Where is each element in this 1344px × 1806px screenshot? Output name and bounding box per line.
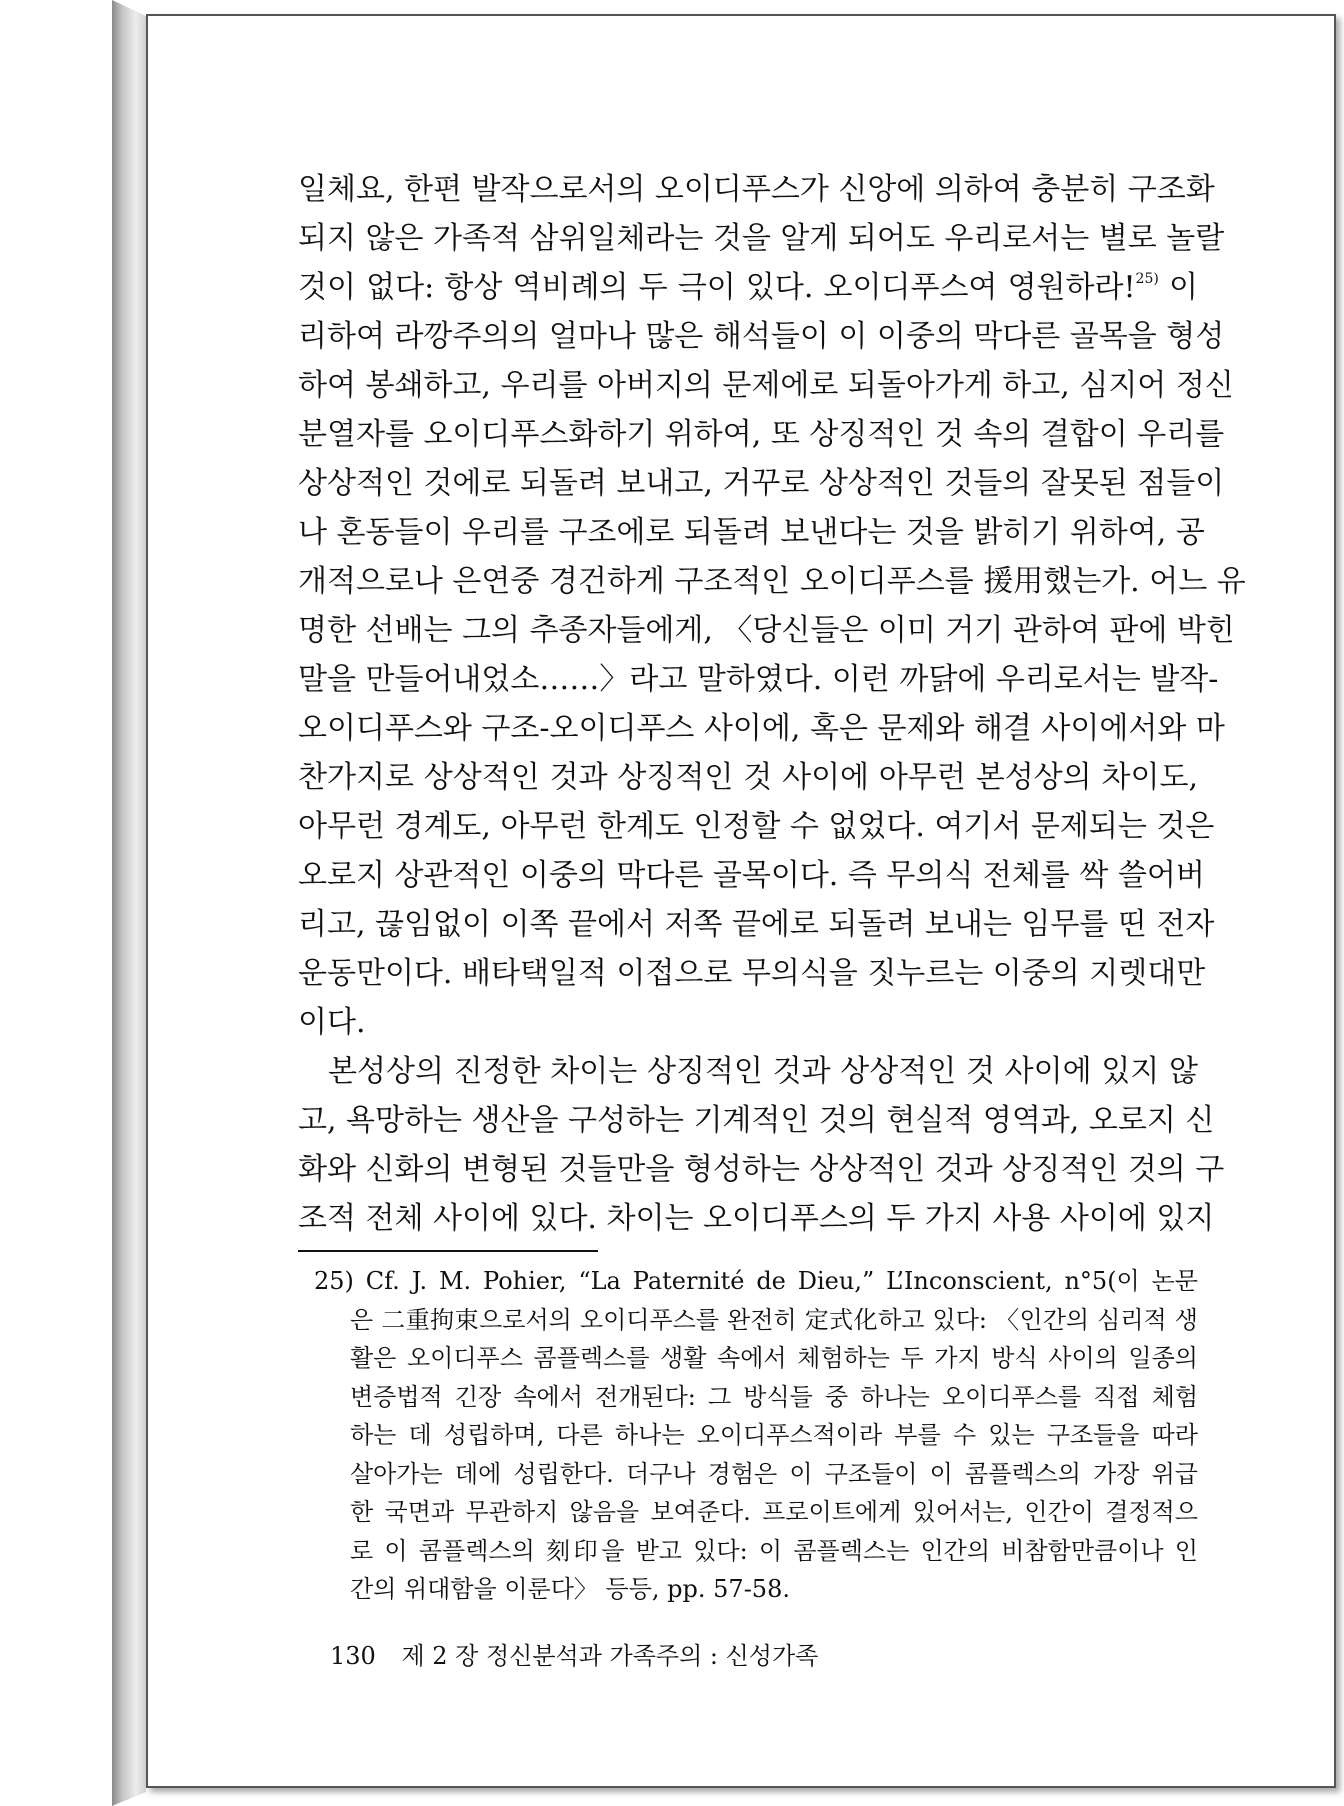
footnote-line: 은 二重拘束으로서의 오이디푸스를 완전히 定式化하고 있다: 〈인간의 심리적 생 bbox=[350, 1305, 1198, 1334]
book-spine bbox=[112, 0, 146, 1806]
footnote bbox=[314, 1262, 1198, 1609]
text-line-tail: 이 bbox=[1158, 270, 1198, 305]
text-line: 명한 선배는 그의 추종자들에게, 〈당신들은 이미 거기 관하여 판에 박힌 bbox=[298, 613, 1235, 648]
text-line-content: 것이 없다: 항상 역비례의 두 극이 있다. 오이디푸스여 영원하라! bbox=[298, 270, 1136, 305]
text-line bbox=[298, 263, 1198, 312]
footnote-ref: 25) bbox=[1135, 271, 1159, 287]
footnote-line: 하는 데 성립하며, 다른 하나는 오이디푸스적이라 부를 수 있는 구조들을 따라 bbox=[350, 1421, 1198, 1449]
text-line: 되지 않은 가족적 삼위일체라는 것을 알게 되어도 우리로서는 별로 놀랄 bbox=[298, 221, 1225, 256]
footnote-line: 변증법적 긴장 속에서 전개된다: 그 방식들 중 하나는 오이디푸스를 직접 체험 bbox=[350, 1382, 1198, 1411]
text-line: 나 혼동들이 우리를 구조에로 되돌려 보낸다는 것을 밝히기 위하여, 공 bbox=[298, 515, 1205, 550]
page-footer bbox=[330, 1636, 818, 1671]
text-line: 조적 전체 사이에 있다. 차이는 오이디푸스의 두 가지 사용 사이에 있지 bbox=[298, 1201, 1215, 1236]
page-number: 130 bbox=[330, 1642, 376, 1670]
text-line: 오이디푸스와 구조-오이디푸스 사이에, 혹은 문제와 해결 사이에서와 마 bbox=[298, 711, 1225, 746]
footnote-line: 한 국면과 무관하지 않음을 보여준다. 프로이트에게 있어서는, 인간이 결정적으 bbox=[350, 1498, 1198, 1526]
text-line: 일체요, 한편 발작으로서의 오이디푸스가 신앙에 의하여 충분히 구조화 bbox=[298, 172, 1215, 207]
footnote-line: 로 이 콤플렉스의 刻印을 받고 있다: 이 콤플렉스는 인간의 비참함만큼이나 인 bbox=[350, 1536, 1198, 1565]
footnote-divider bbox=[298, 1250, 598, 1252]
main-text bbox=[298, 165, 1246, 1243]
text-line: 리고, 끊임없이 이쪽 끝에서 저쪽 끝에로 되돌려 보내는 임무를 띤 전자 bbox=[298, 907, 1215, 942]
text-line: 하여 봉쇄하고, 우리를 아버지의 문제에로 되돌아가게 하고, 심지어 정신 bbox=[298, 368, 1234, 403]
footnote-line: 활은 오이디푸스 콤플렉스를 생활 속에서 체험하는 두 가지 방식 사이의 일종의 bbox=[350, 1344, 1198, 1372]
text-line: 화와 신화의 변형된 것들만을 형성하는 상상적인 것과 상징적인 것의 구 bbox=[298, 1152, 1225, 1187]
footnote-line: 살아가는 데에 성립한다. 더구나 경험은 이 구조들이 이 콤플렉스의 가장 위급 bbox=[350, 1459, 1198, 1488]
text-line: 찬가지로 상상적인 것과 상징적인 것 사이에 아무런 본성상의 차이도, bbox=[298, 760, 1198, 795]
text-line: 리하여 라깡주의의 얼마나 많은 해석들이 이 이중의 막다른 골목을 형성 bbox=[298, 319, 1225, 354]
text-line: 본성상의 진정한 차이는 상징적인 것과 상상적인 것 사이에 있지 않 bbox=[328, 1054, 1198, 1089]
text-line: 운동만이다. 배타택일적 이접으로 무의식을 짓누르는 이중의 지렛대만 bbox=[298, 956, 1206, 991]
text-line: 오로지 상관적인 이중의 막다른 골목이다. 즉 무의식 전체를 싹 쓸어버 bbox=[298, 858, 1205, 893]
text-line: 상상적인 것에로 되돌려 보내고, 거꾸로 상상적인 것들의 잘못된 점들이 bbox=[298, 466, 1225, 501]
text-line: 분열자를 오이디푸스화하기 위하여, 또 상징적인 것 속의 결합이 우리를 bbox=[298, 417, 1225, 452]
running-head: 제 2 장 정신분석과 가족주의 : 신성가족 bbox=[401, 1642, 819, 1670]
text-line: 말을 만들어내었소……〉라고 말하였다. 이런 까닭에 우리로서는 발작- bbox=[298, 662, 1219, 697]
text-line: 고, 욕망하는 생산을 구성하는 기계적인 것의 현실적 영역과, 오로지 신 bbox=[298, 1103, 1215, 1138]
text-line: 개적으로나 은연중 경건하게 구조적인 오이디푸스를 援用했는가. 어느 유 bbox=[298, 564, 1246, 599]
footnote-line: 25) Cf. J. M. Pohier, “La Paternité de Dieu,” L’Inconscient, n°5(이 논문 bbox=[314, 1267, 1198, 1295]
footnote-line: 간의 위대함을 이룬다〉 등등, pp. 57-58. bbox=[350, 1575, 790, 1603]
text-line: 아무런 경계도, 아무런 한계도 인정할 수 없었다. 여기서 문제되는 것은 bbox=[298, 809, 1215, 844]
text-line: 이다. bbox=[298, 1005, 366, 1040]
